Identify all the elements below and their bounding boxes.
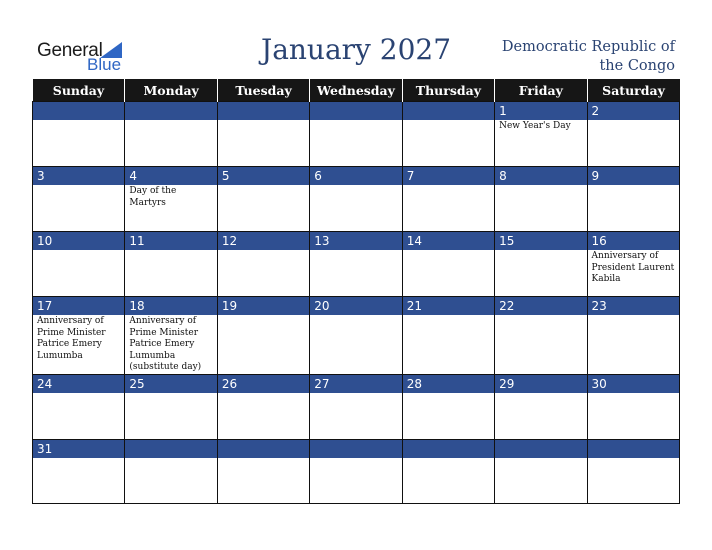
day-number: 21 <box>403 297 494 315</box>
day-cell[interactable] <box>217 439 309 503</box>
day-number: 2 <box>588 102 679 120</box>
day-cell[interactable] <box>402 374 494 439</box>
day-cell[interactable] <box>495 102 587 167</box>
day-cell[interactable] <box>495 297 587 375</box>
day-number: 19 <box>218 297 309 315</box>
day-cell[interactable] <box>33 167 125 232</box>
day-cell[interactable] <box>587 102 679 167</box>
week-row <box>33 439 680 503</box>
day-number <box>310 102 401 120</box>
weekday-header: Friday <box>495 79 587 102</box>
day-cell[interactable] <box>495 232 587 297</box>
day-cell[interactable] <box>125 167 217 232</box>
day-cell[interactable] <box>587 439 679 503</box>
day-cell[interactable] <box>587 167 679 232</box>
day-cell[interactable] <box>587 374 679 439</box>
day-cell[interactable] <box>495 374 587 439</box>
day-number <box>588 440 679 458</box>
logo-blue-text: Blue <box>87 55 122 74</box>
day-number <box>125 102 216 120</box>
day-number: 27 <box>310 375 401 393</box>
weekday-header-row <box>33 79 680 102</box>
day-number: 1 <box>495 102 586 120</box>
day-number: 9 <box>588 167 679 185</box>
day-number: 6 <box>310 167 401 185</box>
day-number: 24 <box>33 375 124 393</box>
day-cell[interactable] <box>125 297 217 375</box>
day-number: 28 <box>403 375 494 393</box>
day-cell[interactable] <box>310 167 402 232</box>
day-cell[interactable] <box>587 297 679 375</box>
holiday-label: Anniversary of Prime Minister Patrice Emery Lumumba <box>37 316 106 361</box>
logo-general-text: General <box>37 40 103 61</box>
day-cell[interactable] <box>217 232 309 297</box>
day-number: 10 <box>33 232 124 250</box>
day-number: 14 <box>403 232 494 250</box>
day-number <box>403 102 494 120</box>
weekday-header: Tuesday <box>217 79 309 102</box>
day-cell[interactable] <box>33 374 125 439</box>
holiday-label: Anniversary of President Laurent Kabila <box>591 251 675 284</box>
day-number <box>310 440 401 458</box>
day-number: 11 <box>125 232 216 250</box>
week-row <box>33 297 680 375</box>
day-cell[interactable] <box>310 439 402 503</box>
day-cell[interactable] <box>402 232 494 297</box>
country-name: Democratic Republic of the Congo <box>501 39 675 74</box>
day-cell[interactable] <box>125 102 217 167</box>
holiday-label: Anniversary of Prime Minister Patrice Emery Lumumba (substitute day) <box>129 316 202 372</box>
holiday-label: Day of the Martyrs <box>129 186 177 208</box>
day-cell[interactable] <box>125 374 217 439</box>
weekday-header: Saturday <box>587 79 679 102</box>
day-cell[interactable] <box>495 439 587 503</box>
day-cell[interactable] <box>310 232 402 297</box>
day-cell[interactable] <box>217 102 309 167</box>
day-cell[interactable] <box>310 102 402 167</box>
day-number: 4 <box>125 167 216 185</box>
day-cell[interactable] <box>402 297 494 375</box>
day-cell[interactable] <box>217 297 309 375</box>
day-number: 16 <box>588 232 679 250</box>
day-cell[interactable] <box>402 167 494 232</box>
day-number: 7 <box>403 167 494 185</box>
day-number: 12 <box>218 232 309 250</box>
day-number: 13 <box>310 232 401 250</box>
week-row <box>33 167 680 232</box>
day-number: 31 <box>33 440 124 458</box>
day-cell[interactable] <box>217 374 309 439</box>
day-cell[interactable] <box>310 297 402 375</box>
weekday-header: Wednesday <box>310 79 402 102</box>
day-cell[interactable] <box>495 167 587 232</box>
day-number: 18 <box>125 297 216 315</box>
day-number: 17 <box>33 297 124 315</box>
day-cell[interactable] <box>402 439 494 503</box>
day-number: 20 <box>310 297 401 315</box>
day-number: 3 <box>33 167 124 185</box>
day-number: 15 <box>495 232 586 250</box>
day-number: 30 <box>588 375 679 393</box>
day-number <box>218 440 309 458</box>
day-number <box>125 440 216 458</box>
week-row <box>33 102 680 167</box>
weekday-header: Thursday <box>402 79 494 102</box>
day-number: 8 <box>495 167 586 185</box>
day-number: 23 <box>588 297 679 315</box>
day-cell[interactable] <box>125 439 217 503</box>
day-number <box>33 102 124 120</box>
day-cell[interactable] <box>33 297 125 375</box>
day-number: 22 <box>495 297 586 315</box>
day-number: 26 <box>218 375 309 393</box>
day-number <box>495 440 586 458</box>
day-cell[interactable] <box>310 374 402 439</box>
day-number <box>403 440 494 458</box>
holiday-label: New Year's Day <box>499 121 571 131</box>
day-cell[interactable] <box>33 439 125 503</box>
day-cell[interactable] <box>125 232 217 297</box>
weekday-header: Sunday <box>33 79 125 102</box>
week-row <box>33 232 680 297</box>
day-cell[interactable] <box>587 232 679 297</box>
day-cell[interactable] <box>217 167 309 232</box>
weekday-header: Monday <box>125 79 217 102</box>
month-title: January 2027 <box>260 33 452 66</box>
day-number: 5 <box>218 167 309 185</box>
day-cell[interactable] <box>33 232 125 297</box>
day-number <box>218 102 309 120</box>
week-row <box>33 374 680 439</box>
day-cell[interactable] <box>33 102 125 167</box>
calendar-grid <box>32 79 680 504</box>
day-cell[interactable] <box>402 102 494 167</box>
day-number: 25 <box>125 375 216 393</box>
day-number: 29 <box>495 375 586 393</box>
